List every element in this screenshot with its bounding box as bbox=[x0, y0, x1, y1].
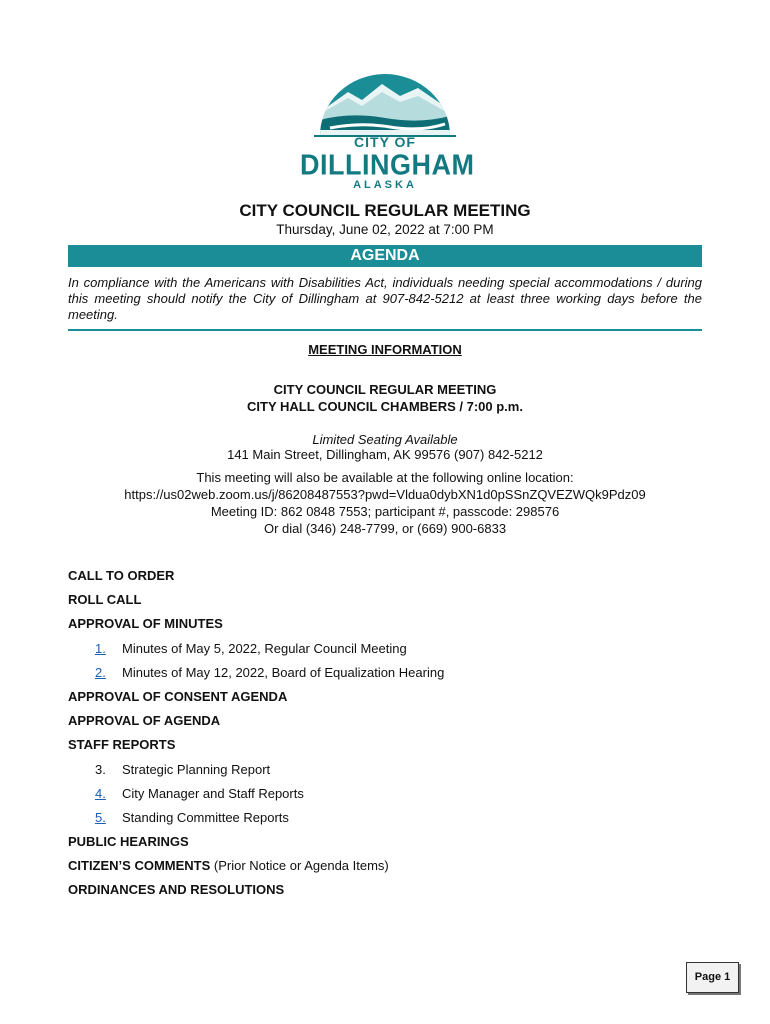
item-text: Minutes of May 12, 2022, Board of Equalization Hearing bbox=[122, 665, 445, 680]
list-item bbox=[95, 641, 407, 656]
logo-alaska: ALASKA bbox=[353, 179, 417, 191]
divider bbox=[68, 329, 702, 331]
ada-notice: In compliance with the Americans with Disabilities Act, individuals needing special accommodations / during this meeting should notify the City of Dillingham at 907-842-5212 at least three working days before the meeting. bbox=[68, 275, 702, 322]
section-staff-reports: STAFF REPORTS bbox=[68, 737, 176, 752]
section-approval-agenda: APPROVAL OF AGENDA bbox=[68, 713, 221, 728]
meeting-info-location: CITY HALL COUNCIL CHAMBERS / 7:00 p.m. bbox=[247, 399, 523, 414]
seating-note: Limited Seating Available bbox=[312, 432, 458, 447]
logo-landscape-icon bbox=[300, 70, 470, 140]
page-number: Page 1 bbox=[686, 962, 739, 993]
agenda-banner: AGENDA bbox=[68, 245, 702, 267]
city-logo bbox=[300, 70, 475, 195]
section-public-hearings: PUBLIC HEARINGS bbox=[68, 834, 189, 849]
meeting-date: Thursday, June 02, 2022 at 7:00 PM bbox=[276, 222, 494, 237]
item-number: 3. bbox=[95, 762, 106, 777]
logo-city-of: CITY OF bbox=[354, 134, 416, 150]
item-number-link[interactable]: 2. bbox=[95, 665, 106, 680]
citizens-comments-label: CITIZEN’S COMMENTS bbox=[68, 858, 211, 873]
section-consent-agenda: APPROVAL OF CONSENT AGENDA bbox=[68, 689, 288, 704]
item-number-link[interactable]: 4. bbox=[95, 786, 106, 801]
online-intro: This meeting will also be available at the following online location: bbox=[196, 470, 574, 485]
item-text: Strategic Planning Report bbox=[122, 762, 271, 777]
item-number-link[interactable]: 1. bbox=[95, 641, 106, 656]
logo-dillingham: DILLINGHAM bbox=[300, 149, 475, 181]
citizens-comments-note: (Prior Notice or Agenda Items) bbox=[213, 858, 389, 873]
section-approval-minutes: APPROVAL OF MINUTES bbox=[68, 616, 223, 631]
section-ordinances: ORDINANCES AND RESOLUTIONS bbox=[68, 882, 285, 897]
meeting-info-title: CITY COUNCIL REGULAR MEETING bbox=[273, 382, 497, 397]
section-call-to-order: CALL TO ORDER bbox=[68, 568, 175, 583]
meeting-id: Meeting ID: 862 0848 7553; participant #, passcode: 298576 bbox=[210, 504, 560, 519]
meeting-info-heading: MEETING INFORMATION bbox=[308, 342, 462, 357]
address: 141 Main Street, Dillingham, AK 99576 (907) 842-5212 bbox=[227, 447, 543, 462]
item-text: City Manager and Staff Reports bbox=[122, 786, 304, 801]
item-text: Standing Committee Reports bbox=[122, 810, 289, 825]
zoom-url[interactable]: https://us02web.zoom.us/j/86208487553?pwd=Vldua0dybXN1d0pSSnZQVEZWQk9Pdz09 bbox=[124, 487, 646, 502]
list-item bbox=[95, 786, 304, 801]
list-item bbox=[95, 665, 444, 680]
list-item bbox=[95, 810, 289, 825]
dial-in: Or dial (346) 248-7799, or (669) 900-6833 bbox=[263, 521, 507, 536]
meeting-title: CITY COUNCIL REGULAR MEETING bbox=[239, 201, 531, 220]
section-roll-call: ROLL CALL bbox=[68, 592, 142, 607]
item-number-link[interactable]: 5. bbox=[95, 810, 106, 825]
section-citizens-comments bbox=[68, 858, 389, 873]
item-text: Minutes of May 5, 2022, Regular Council Meeting bbox=[122, 641, 407, 656]
list-item bbox=[95, 762, 270, 777]
